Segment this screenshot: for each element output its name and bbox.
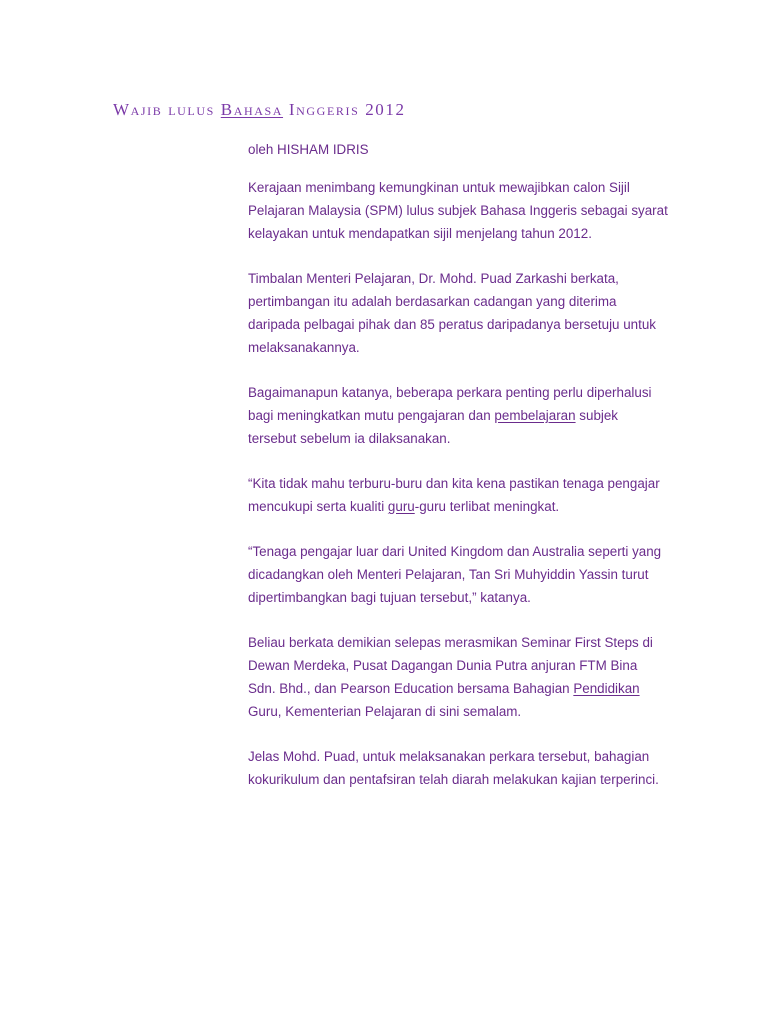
article-body — [248, 138, 668, 813]
paragraph-3-text-end: subjek tersebut sebelum ia dilaksanakan. — [248, 408, 619, 446]
paragraph-4 — [248, 472, 668, 518]
paragraph-4-text-end: -guru terlibat meningkat. — [414, 499, 560, 514]
title-text-end: Inggeris 2012 — [283, 100, 406, 119]
paragraph-6 — [248, 631, 668, 723]
paragraph-1: Kerajaan menimbang kemungkinan untuk mewajibkan calon Sijil Pelajaran Malaysia (SPM) lulus subjek Bahasa Inggeris sebagai syarat kelayakan untuk mendapatkan sijil menjelang tahun 2012. — [248, 180, 668, 241]
paragraph-6-text-start: Beliau berkata demikian selepas merasmikan Seminar First Steps di Dewan Merdeka, Pusat Dagangan Dunia Putra anjuran FTM Bina Sdn. Bhd., dan Pearson Education bersama Bahagian — [248, 635, 653, 696]
title-text-start: Wajib lulus — [113, 100, 221, 119]
paragraph-2: Timbalan Menteri Pelajaran, Dr. Mohd. Puad Zarkashi berkata, pertimbangan itu adalah berdasarkan cadangan yang diterima daripada pelbagai pihak dan 85 peratus daripadanya bersetuju untuk melaksanakannya. — [248, 271, 656, 355]
title-link-bahasa[interactable]: Bahasa — [220, 100, 284, 119]
paragraph-6-text-end: Guru, Kementerian Pelajaran di sini semalam. — [248, 704, 522, 719]
paragraph-4-text-start: “Kita tidak mahu terburu-buru dan kita kena pastikan tenaga pengajar mencukupi serta kualiti — [248, 476, 660, 514]
link-pendidikan[interactable]: Pendidikan — [573, 681, 640, 696]
link-guru[interactable]: guru — [387, 499, 415, 514]
byline: oleh HISHAM IDRIS — [248, 142, 369, 157]
article-title — [113, 100, 406, 120]
paragraph-7: Jelas Mohd. Puad, untuk melaksanakan perkara tersebut, bahagian kokurikulum dan pentafsiran telah diarah melakukan kajian terperinci. — [248, 749, 659, 787]
paragraph-3 — [248, 381, 668, 450]
link-pembelajaran[interactable]: pembelajaran — [494, 408, 576, 423]
paragraph-5: “Tenaga pengajar luar dari United Kingdom dan Australia seperti yang dicadangkan oleh Menteri Pelajaran, Tan Sri Muhyiddin Yassin turut dipertimbangkan bagi tujuan tersebut,” katanya. — [248, 544, 662, 605]
paragraph-3-text-start: Bagaimanapun katanya, beberapa perkara penting perlu diperhalusi bagi meningkatkan mutu pengajaran dan — [248, 385, 652, 423]
